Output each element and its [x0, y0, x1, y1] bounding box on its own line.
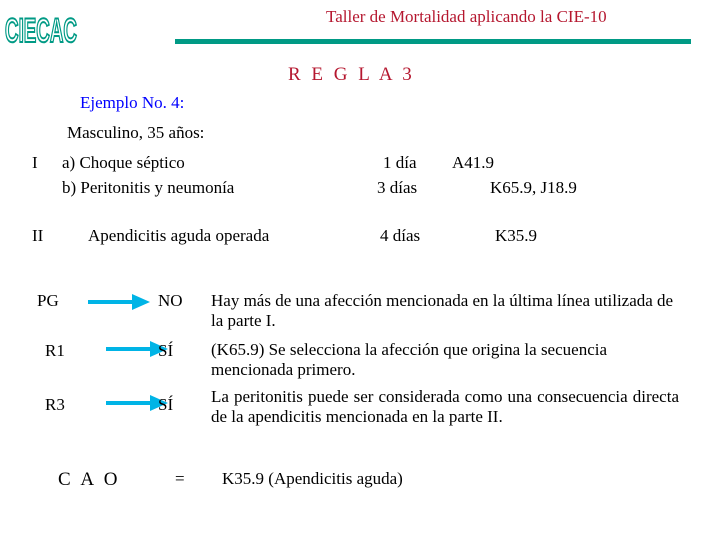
- code-b: K65.9, J18.9: [490, 178, 577, 197]
- rule-result-r3: SÍ: [158, 395, 174, 414]
- part-2-label: II: [32, 226, 44, 245]
- rule-name-r1: R1: [45, 341, 65, 360]
- example-title: Ejemplo No. 4:: [80, 93, 185, 112]
- rule-text-r3: La peritonitis puede ser considerada como una consecuencia directa de la apendicitis mencionada en la parte II.: [211, 387, 679, 426]
- code-a: A41.9: [452, 153, 495, 172]
- rule-name-pg: PG: [37, 291, 59, 310]
- rule-name-r3: R3: [45, 395, 65, 414]
- part-1-label: I: [32, 153, 38, 172]
- rule-title: R E G L A 3: [288, 64, 415, 85]
- header-title: Taller de Mortalidad aplicando la CIE-10: [326, 7, 607, 26]
- cao-result: K35.9 (Apendicitis aguda): [222, 469, 403, 488]
- header-rule: [175, 39, 691, 44]
- arrow-icon: [88, 292, 150, 312]
- duration-part-2: 4 días: [380, 226, 421, 245]
- code-part-2: K35.9: [495, 226, 538, 245]
- duration-b: 3 días: [377, 178, 418, 197]
- cause-line-a: a) Choque séptico: [62, 153, 185, 172]
- rule-text-r1: (K65.9) Se selecciona la afección que origina la secuencia mencionada primero.: [211, 340, 608, 379]
- rule-result-pg: NO: [158, 291, 183, 310]
- cao-label: C A O: [58, 469, 121, 490]
- rule-text-pg: Hay más de una afección mencionada en la última línea utilizada de la parte I.: [211, 291, 674, 330]
- cause-line-b: b) Peritonitis y neumonía: [62, 178, 235, 197]
- rule-result-r1: SÍ: [158, 341, 174, 360]
- ciecac-logo: [4, 4, 78, 50]
- logo-text: CIECAC: [5, 12, 77, 50]
- cause-part-2: Apendicitis aguda operada: [88, 226, 270, 245]
- case-title: Masculino, 35 años:: [67, 123, 205, 142]
- duration-a: 1 día: [383, 153, 417, 172]
- cao-equals: =: [175, 469, 185, 488]
